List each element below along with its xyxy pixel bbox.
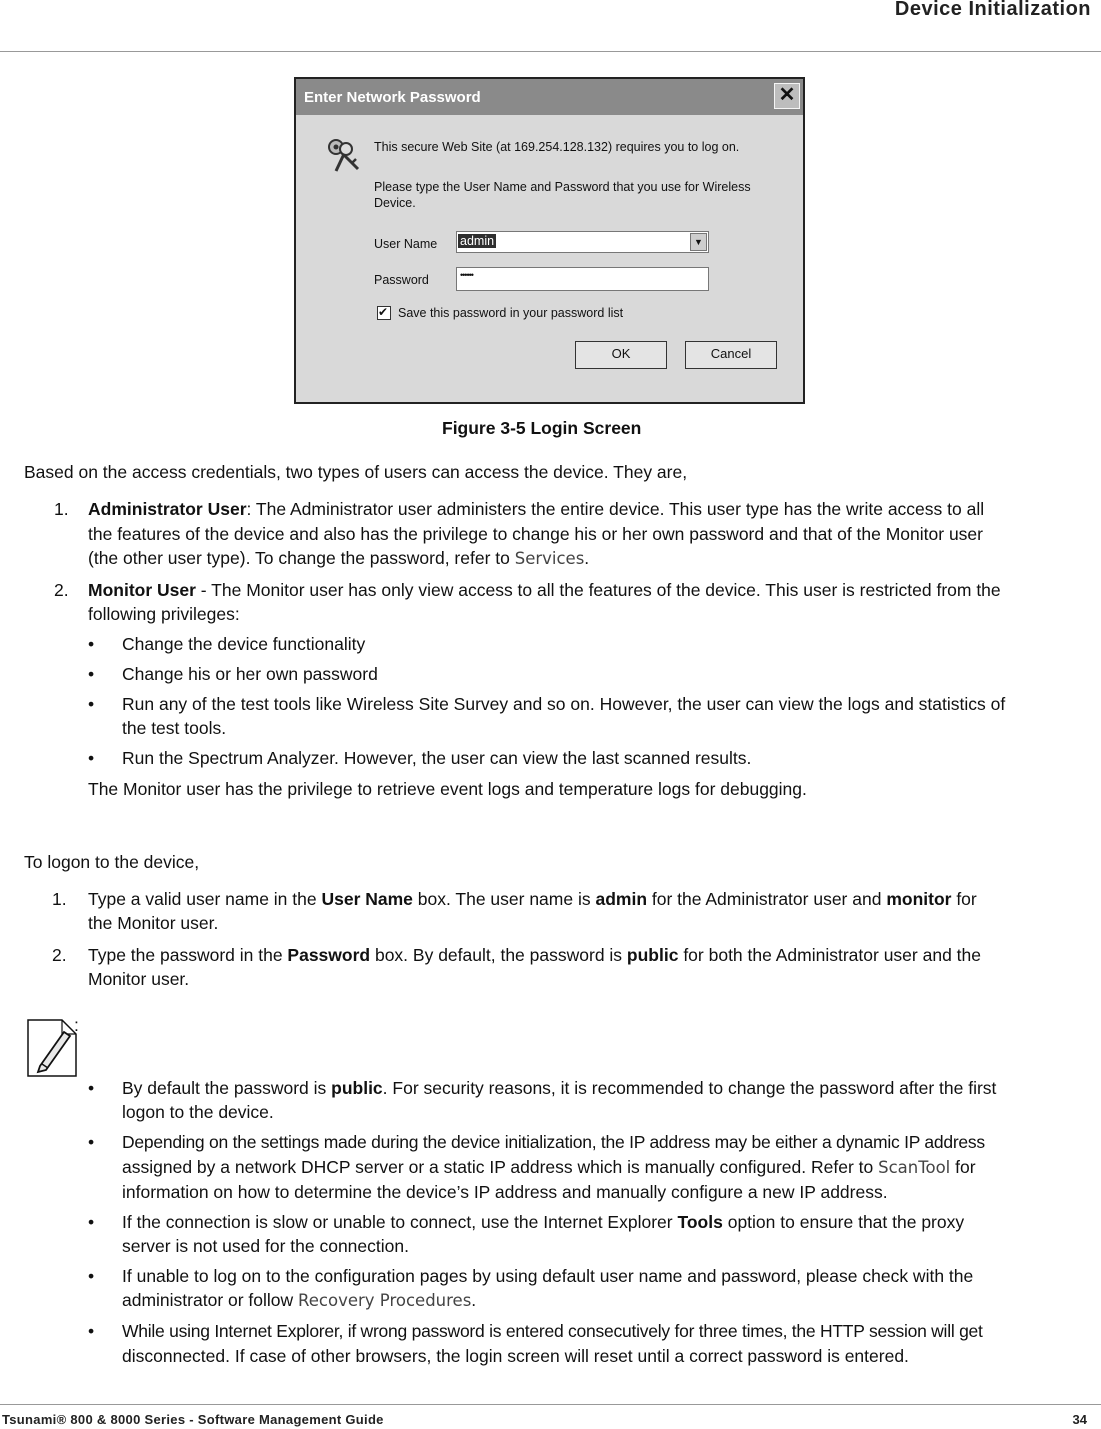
list-item: [88, 943, 981, 968]
list-text: Monitor user.: [88, 969, 190, 989]
page-header-title: Device Initialization: [894, 0, 1091, 20]
list-number: 2.: [52, 945, 67, 965]
login-dialog: [294, 77, 805, 404]
bullet-text: the test tools.: [122, 718, 227, 738]
figure-caption: Figure 3-5 Login Screen: [442, 418, 642, 438]
recovery-procedures-link[interactable]: Recovery Procedures: [298, 1291, 472, 1310]
note-pencil-icon: [26, 1018, 78, 1078]
services-link[interactable]: Services: [514, 549, 585, 568]
user-type-name: Monitor User: [88, 580, 196, 600]
logon-intro: To logon to the device,: [24, 852, 200, 872]
bullet: •: [88, 1321, 95, 1341]
close-icon[interactable]: ✕: [774, 83, 800, 109]
list-text: .: [584, 548, 590, 568]
list-item: [88, 887, 977, 912]
password-field[interactable]: [456, 267, 709, 291]
bullet-text: [122, 1155, 976, 1180]
checkmark-icon: ✔: [378, 305, 389, 319]
bullet-text: logon to the device.: [122, 1102, 274, 1122]
list-text: administrator or follow: [122, 1290, 299, 1310]
bold-term: Password: [287, 945, 371, 965]
dialog-secure-message: This secure Web Site (at 169.254.128.132) requires you to log on.: [374, 140, 740, 154]
list-text: Type the password in the: [88, 945, 288, 965]
bullet-text: [122, 1210, 964, 1235]
header-divider: [0, 51, 1101, 52]
bullet: •: [88, 748, 95, 768]
dialog-prompt-line: Device.: [374, 196, 416, 210]
bullet: •: [88, 1078, 95, 1098]
list-text: for: [951, 889, 977, 909]
scantool-link[interactable]: ScanTool: [878, 1158, 951, 1177]
save-password-checkbox[interactable]: [377, 306, 391, 320]
dialog-title: Enter Network Password: [304, 89, 481, 106]
bullet: •: [88, 1212, 95, 1232]
bullet-text: information on how to determine the device’s IP address and manually configure a new IP address.: [122, 1182, 888, 1202]
bullet: •: [88, 694, 95, 714]
bullet-text: [122, 1288, 476, 1313]
list-item: [88, 497, 984, 522]
bold-term: public: [331, 1078, 383, 1098]
list-number: 2.: [54, 580, 69, 600]
bullet-text: Run the Spectrum Analyzer. However, the user can view the last scanned results.: [122, 748, 752, 768]
list-text: .: [471, 1290, 477, 1310]
list-text: box. By default, the password is: [370, 945, 627, 965]
bullet-text: Run any of the test tools like Wireless Site Survey and so on. However, the user can view the logs and statistics of: [122, 694, 1006, 714]
bold-term: public: [626, 945, 679, 965]
list-text: box. The user name is: [412, 889, 596, 909]
list-text: - The Monitor user has only view access to all the features of the device. This user is restricted from the: [195, 580, 1001, 600]
username-combobox[interactable]: [456, 231, 709, 253]
list-text: assigned by a network DHCP server or a static IP address which is manually configured. Refer to: [122, 1157, 879, 1177]
list-text: (the other user type). To change the password, refer to: [88, 548, 515, 568]
monitor-note: The Monitor user has the privilege to retrieve event logs and temperature logs for debugging.: [88, 779, 807, 799]
list-text: the features of the device and also has the privilege to change his or her own password and that of the Monitor user: [88, 524, 983, 544]
bullet-text: [122, 1076, 996, 1101]
list-text: following privileges:: [88, 604, 240, 624]
bold-term: Tools: [677, 1212, 723, 1232]
footer-divider: [0, 1404, 1101, 1405]
list-text: If the connection is slow or unable to connect, use the Internet Explorer: [122, 1212, 678, 1232]
password-label: Password: [374, 273, 429, 287]
bullet-text: disconnected. If case of other browsers, the login screen will reset until a correct password is entered.: [122, 1346, 909, 1366]
username-label: User Name: [374, 237, 438, 251]
ok-button[interactable]: OK: [575, 341, 667, 369]
bullet: •: [88, 1266, 95, 1286]
list-text: for: [950, 1157, 976, 1177]
bullet: •: [88, 634, 95, 654]
list-number: 1.: [54, 499, 69, 519]
bullet-text: If unable to log on to the configuration pages by using default user name and password, please check with the: [122, 1266, 974, 1286]
password-value: ••••••: [460, 270, 473, 280]
bullet-text: Depending on the settings made during the device initialization, the IP address may be either a dynamic IP address: [122, 1132, 985, 1152]
dialog-titlebar: [296, 79, 803, 115]
note-colon: :: [74, 1015, 79, 1035]
page-number: 34: [1072, 1412, 1087, 1427]
list-text: for the Administrator user and: [647, 889, 887, 909]
bullet-text: server is not used for the connection.: [122, 1236, 409, 1256]
list-number: 1.: [52, 889, 67, 909]
save-password-label: Save this password in your password list: [398, 306, 624, 320]
bullet: •: [88, 1132, 95, 1152]
list-item: [88, 546, 589, 571]
list-text: By default the password is: [122, 1078, 332, 1098]
bullet: •: [88, 664, 95, 684]
bullet-text: Change his or her own password: [122, 664, 378, 684]
list-item: [88, 578, 1001, 603]
dropdown-arrow-icon[interactable]: ▼: [690, 233, 707, 251]
cancel-button[interactable]: Cancel: [685, 341, 777, 369]
list-text: the Monitor user.: [88, 913, 219, 933]
bullet-text: While using Internet Explorer, if wrong password is entered consecutively for three times, the HTTP session will get: [122, 1321, 983, 1341]
list-text: . For security reasons, it is recommended to change the password after the first: [382, 1078, 997, 1098]
bold-term: admin: [595, 889, 648, 909]
intro-paragraph: Based on the access credentials, two types of users can access the device. They are,: [24, 462, 688, 482]
user-type-name: Administrator User: [88, 499, 247, 519]
list-text: : The Administrator user administers the entire device. This user type has the write access to all: [246, 499, 985, 519]
list-text: Type a valid user name in the: [88, 889, 322, 909]
bullet-text: Change the device functionality: [122, 634, 366, 654]
list-text: option to ensure that the proxy: [722, 1212, 965, 1232]
dialog-prompt-line: Please type the User Name and Password that you use for Wireless: [374, 180, 751, 194]
bold-term: monitor: [886, 889, 952, 909]
list-text: for both the Administrator user and the: [678, 945, 981, 965]
footer-guide-title: Tsunami® 800 & 8000 Series - Software Management Guide: [2, 1412, 384, 1427]
username-value: admin: [460, 234, 495, 248]
keys-icon: [324, 135, 364, 175]
bold-term: User Name: [321, 889, 413, 909]
